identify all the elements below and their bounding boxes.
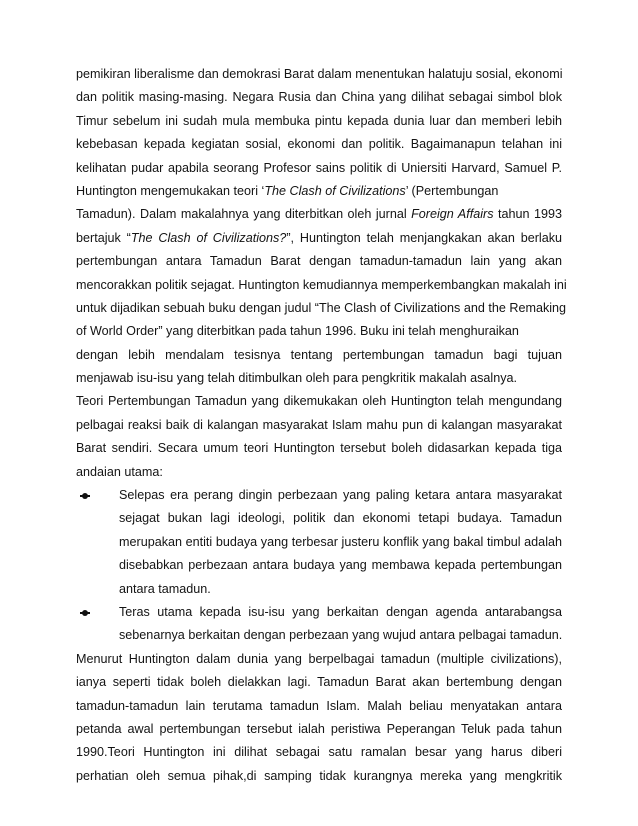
text-line: merupakan entiti budaya yang terbesar justeru konflik yang bakal timbul adalah [119,534,562,549]
bullet-icon [82,610,88,616]
text-line: mencorakkan politik sejagat. Huntington kemudiannya memperkembangkan makalah ini [76,277,567,292]
text-line: andaian utama: [76,464,163,479]
text-line: of World Order” yang diterbitkan pada tahun 1996. Buku ini telah menghuraikan [76,324,519,339]
text-line: Teras utama kepada isu-isu yang berkaitan dengan agenda antarabangsa [119,604,562,619]
document-page [76,63,567,788]
journal-title-italic: Foreign Affairs [411,207,494,222]
text-line: dan politik masing-masing. Negara Rusia dan China yang dilihat sebagai simbol blok [76,90,562,105]
bullet-item [76,484,562,601]
text-line: tamadun-tamadun lain terutama tamadun Islam. Malah beliau menyatakan antara [76,698,562,713]
text-line [76,180,562,203]
text-segment: bertajuk “ [76,230,131,245]
text-line: pertembungan antara Tamadun Barat dengan tamadun-tamadun lain yang akan [76,254,562,269]
text-line: untuk dijadikan sebuah buku dengan judul “The Clash of Civilizations and the Remaking [76,300,567,315]
bullet-icon [82,493,88,499]
text-segment: Tamadun). Dalam makalahnya yang diterbitkan oleh jurnal [76,207,412,222]
text-line: sejagat bukan lagi ideologi, politik dan ekonomi tetapi budaya. Tamadun [119,511,562,526]
text-segment: ”, Huntington telah menjangkakan akan berlaku [286,230,563,245]
text-line: sebenarnya berkaitan dengan perbezaan yang wujud antara pelbagai tamadun. [119,628,563,643]
text-line: dengan lebih mendalam tesisnya tentang pertembungan tamadun bagi tujuan [76,347,562,362]
text-line: kelihatan pudar apabila seorang Profesor sains politik di Uniersiti Harvard, Samuel P. [76,160,562,175]
bullet-item [76,601,562,648]
text-line: Selepas era perang dingin perbezaan yang paling ketara antara masyarakat [119,488,562,503]
text-line: Teori Pertembungan Tamadun yang dikemukakan oleh Huntington telah mengundang [76,394,562,409]
text-line: pemikiran liberalisme dan demokrasi Barat dalam menentukan halatuju sosial, ekonomi [76,67,563,81]
text-line: petanda awal pertembungan tersebut ialah peristiwa Peperangan Teluk pada tahun [76,721,562,736]
text-line: Timur sebelum ini sudah mula membuka pintu kepada dunia luar dan memberi lebih [76,113,562,128]
text-line: antara tamadun. [119,581,211,596]
text-line [76,203,562,226]
text-line: 1990.Teori Huntington ini dilihat sebagai satu ramalan besar yang harus diberi [76,745,562,760]
text-line: Menurut Huntington dalam dunia yang berpelbagai tamadun (multiple civilizations), [76,651,562,666]
text-line: Barat sendiri. Secara umum teori Huntington tersebut boleh didasarkan kepada tiga [76,441,562,456]
text-line: perhatian oleh semua pihak,di samping tidak kurangnya mereka yang mengkritik [76,768,562,783]
article-title-italic: The Clash of Civilizations? [130,230,287,245]
text-line: menjawab isu-isu yang telah ditimbulkan oleh para pengkritik makalah asalnya. [76,371,518,386]
text-line [76,227,562,250]
text-segment: ’ (Pertembungan [405,183,499,198]
text-line: kebebasan kepada kegiatan sosial, ekonomi dan politik. Bagaimanapun telahan ini [76,137,562,152]
book-title-italic: The Clash of Civilizations [264,183,406,198]
text-segment: Huntington mengemukakan teori ‘ [76,183,265,198]
text-line: pelbagai reaksi baik di kalangan masyarakat Islam mahu pun di kalangan masyarakat [76,417,562,432]
text-line: ianya seperti tidak boleh dielakkan lagi. Tamadun Barat akan bertembung dengan [76,675,562,690]
text-line: disebabkan perbezaan antara budaya yang membawa kepada pertembungan [119,558,562,573]
text-segment: tahun 1993 [493,207,562,222]
